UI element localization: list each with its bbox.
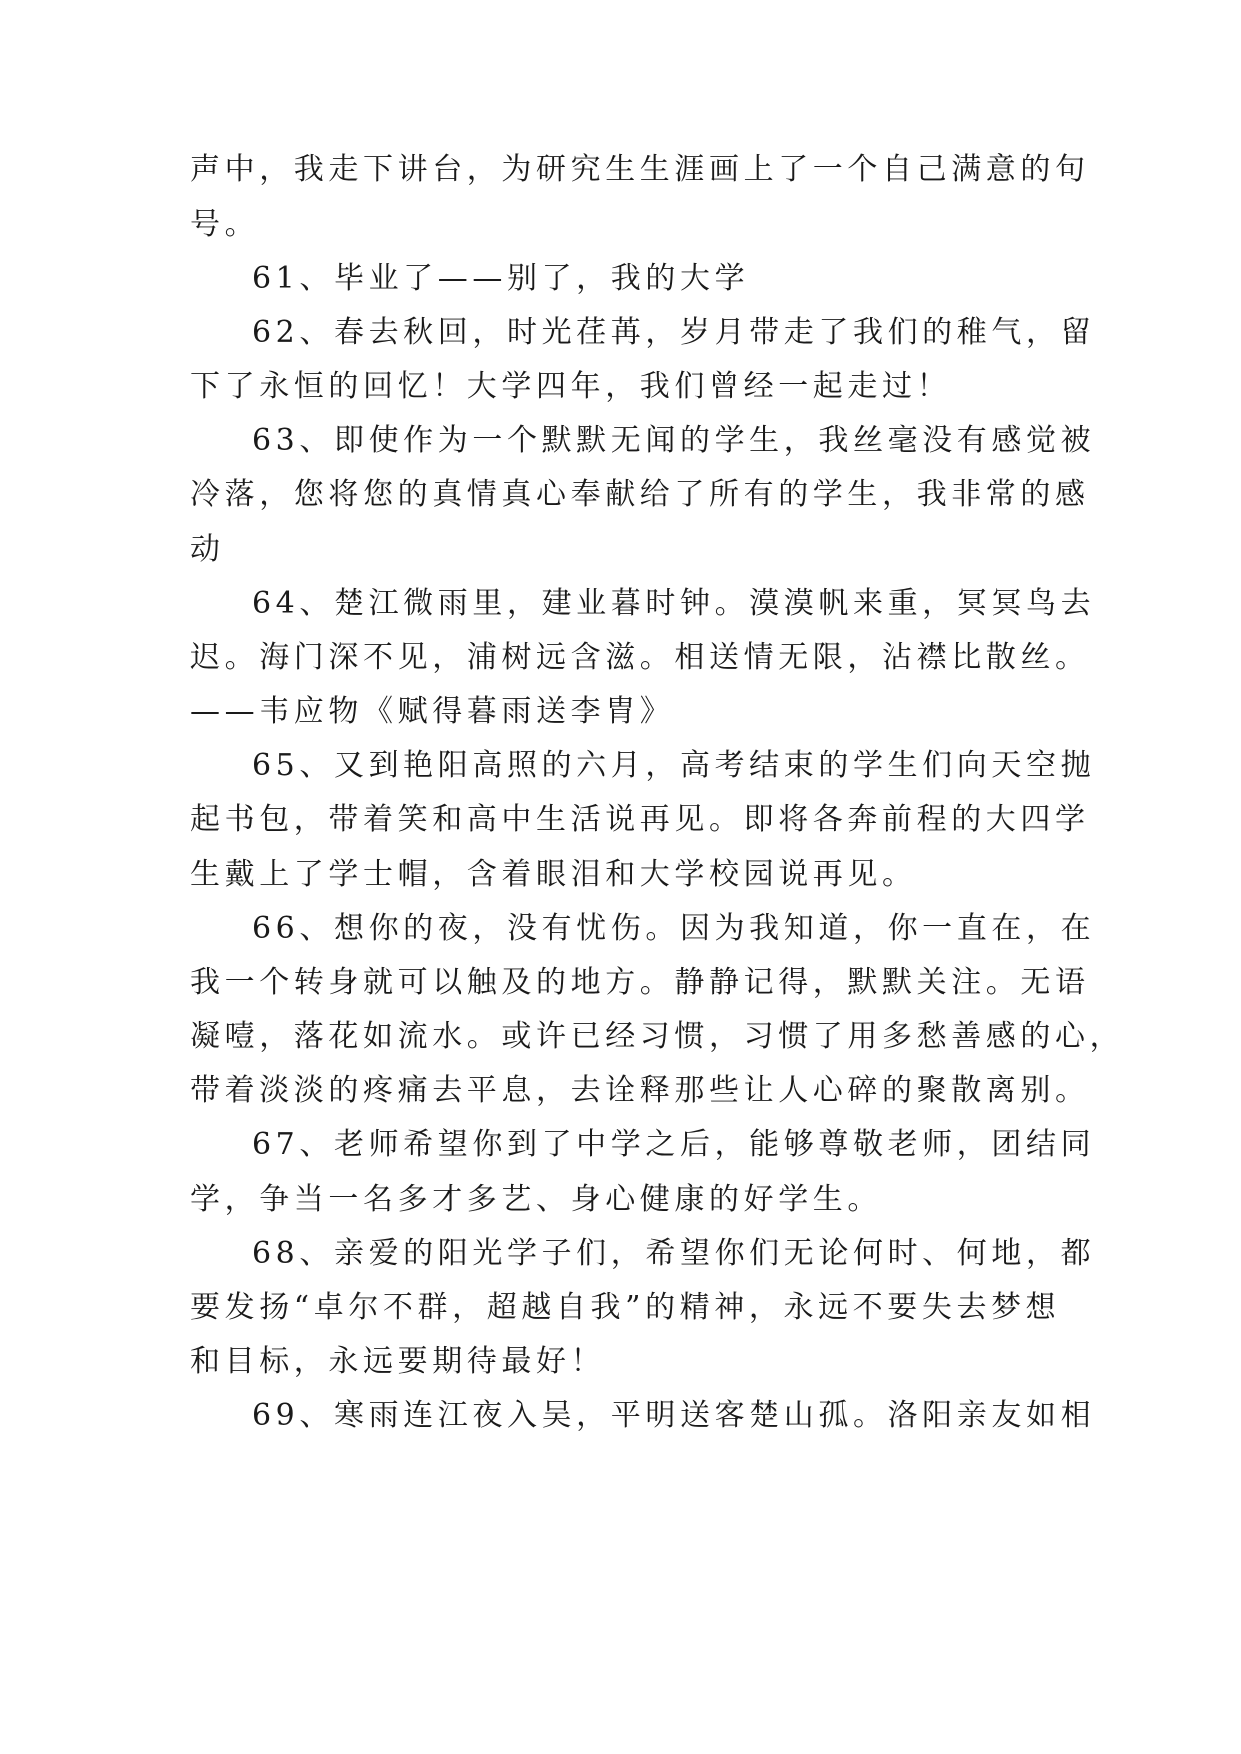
text-line: 号。 — [190, 207, 260, 242]
text-line: 63、即使作为一个默默无闻的学生，我丝毫没有感觉被 — [252, 423, 1096, 458]
text-line: 带着淡淡的疼痛去平息，去诠释那些让人心碎的聚散离别。 — [190, 1073, 1090, 1108]
text-line: 要发扬“卓尔不群，超越自我”的精神，永远不要失去梦想 — [190, 1290, 1061, 1325]
text-line: 学，争当一名多才多艺、身心健康的好学生。 — [190, 1182, 882, 1217]
text-line: 66、想你的夜，没有忧伤。因为我知道，你一直在，在 — [252, 911, 1096, 946]
text-line: ——韦应物《赋得暮雨送李胄》 — [190, 694, 675, 729]
text-line: 61、毕业了——别了，我的大学 — [252, 261, 750, 296]
text-line: 冷落，您将您的真情真心奉献给了所有的学生，我非常的感 — [190, 477, 1090, 512]
text-line: 我一个转身就可以触及的地方。静静记得，默默关注。无语 — [190, 965, 1090, 1000]
text-line: 69、寒雨连江夜入吴，平明送客楚山孤。洛阳亲友如相 — [252, 1398, 1096, 1433]
text-line: 动 — [190, 532, 225, 567]
text-line: 68、亲爱的阳光学子们，希望你们无论何时、何地，都 — [252, 1236, 1096, 1271]
text-line: 声中，我走下讲台，为研究生生涯画上了一个自己满意的句 — [190, 152, 1090, 187]
text-line: 64、楚江微雨里，建业暮时钟。漠漠帆来重，冥冥鸟去 — [252, 586, 1096, 621]
text-line: 65、又到艳阳高照的六月，高考结束的学生们向天空抛 — [252, 748, 1096, 783]
text-line: 生戴上了学士帽，含着眼泪和大学校园说再见。 — [190, 857, 917, 892]
text-line: 起书包，带着笑和高中生活说再见。即将各奔前程的大四学 — [190, 802, 1090, 837]
text-line: 凝噎，落花如流水。或许已经习惯，习惯了用多愁善感的心， — [190, 1019, 1125, 1054]
text-line: 下了永恒的回忆！大学四年，我们曾经一起走过！ — [190, 369, 952, 404]
text-line: 迟。海门深不见，浦树远含滋。相送情无限，沾襟比散丝。 — [190, 640, 1090, 675]
text-line: 和目标，永远要期待最好！ — [190, 1344, 606, 1379]
text-line: 67、老师希望你到了中学之后，能够尊敬老师，团结同 — [252, 1127, 1096, 1162]
text-line: 62、春去秋回，时光荏苒，岁月带走了我们的稚气，留 — [252, 315, 1096, 350]
